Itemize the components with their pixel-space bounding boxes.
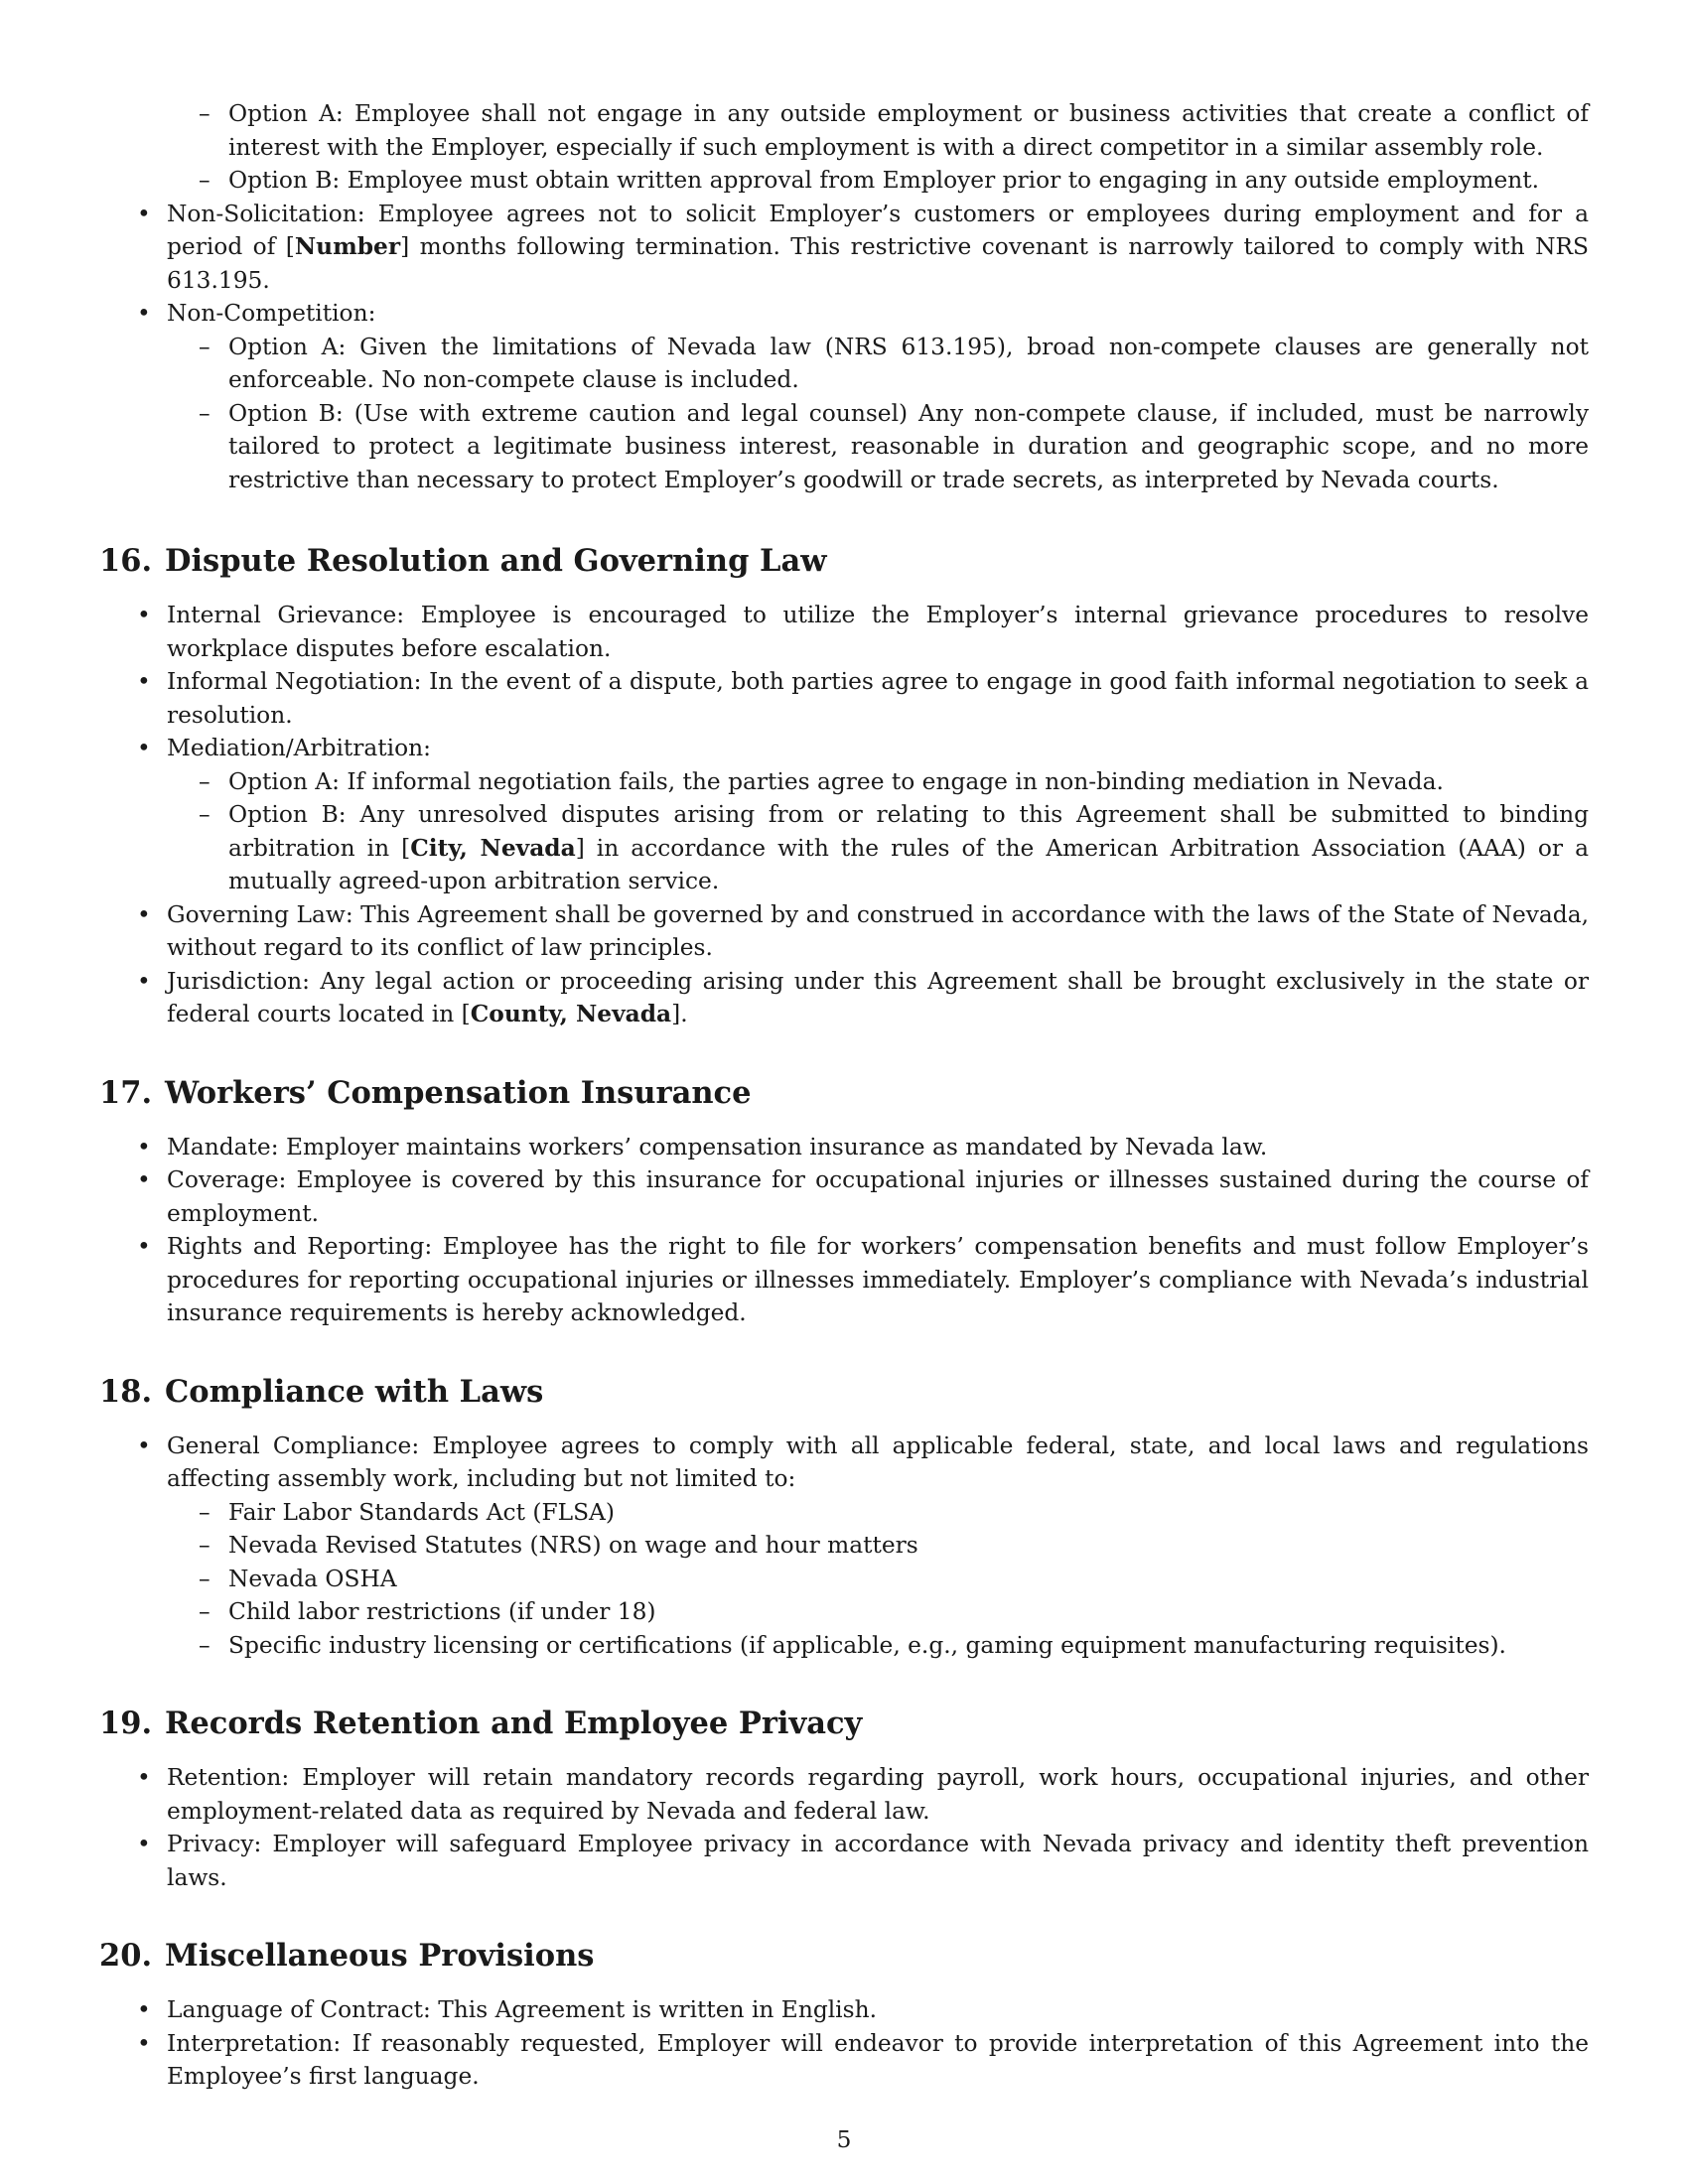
section-17-heading — [99, 1073, 1589, 1113]
mediation-options — [167, 765, 1589, 898]
section-19-heading — [99, 1704, 1589, 1743]
outside-employment-option-b: – Option B: Employee must obtain written approval from Employer prior to engaging in any outside employment. — [99, 164, 1589, 198]
retention-item: • Retention: Employer will retain mandatory records regarding payroll, work hours, occupational injuries, and other employment-related data as required by Nevada and federal law. — [99, 1761, 1589, 1828]
non-competition-label: Non-Competition: — [167, 300, 376, 327]
mandate-item: • Mandate: Employer maintains workers’ compensation insurance as mandated by Nevada law. — [99, 1131, 1589, 1164]
interpretation-item: • Interpretation: If reasonably requested, Employer will endeavor to provide interpretation of this Agreement into the Employee’s first language. — [99, 2027, 1589, 2094]
list-item: – Child labor restrictions (if under 18) — [167, 1595, 1589, 1629]
section-20-number: 20. — [99, 1938, 153, 1974]
non-competition-item — [99, 297, 1589, 496]
page-content — [99, 97, 1589, 2094]
section-19-title: Records Retention and Employee Privacy — [165, 1706, 863, 1741]
rights-reporting-item: • Rights and Reporting: Employee has the right to file for workers’ compensation benefits and must follow Employer’s procedures for reporting occupational injuries or illnesses immediately. Employer’s compliance with Nevada’s industrial insurance requirements is hereby acknowledged. — [99, 1230, 1589, 1330]
general-compliance-item — [99, 1430, 1589, 1663]
jurisdiction-item — [99, 965, 1589, 1031]
list-item: – Nevada Revised Statutes (NRS) on wage and hour matters — [167, 1529, 1589, 1563]
section-17-list — [99, 1131, 1589, 1330]
number-placeholder: Number — [294, 233, 401, 260]
section-19-number: 19. — [99, 1706, 153, 1741]
internal-grievance-item: • Internal Grievance: Employee is encouraged to utilize the Employer’s internal grievance procedures to resolve workplace disputes before escalation. — [99, 599, 1589, 665]
mediation-arbitration-label: Mediation/Arbitration: — [167, 735, 431, 761]
compliance-laws-list — [167, 1496, 1589, 1663]
coverage-item: • Coverage: Employee is covered by this insurance for occupational injuries or illnesses sustained during the course of employment. — [99, 1163, 1589, 1230]
governing-law-item: • Governing Law: This Agreement shall be governed by and construed in accordance with the laws of the State of Nevada, without regard to its conflict of law principles. — [99, 898, 1589, 965]
mediation-option-b-text: Option B: Any unresolved disputes arising from or relating to this Agreement shall be submitted to binding arbitration in [ — [228, 801, 1589, 862]
privacy-item: • Privacy: Employer will safeguard Employee privacy in accordance with Nevada privacy and identity theft prevention laws. — [99, 1828, 1589, 1894]
list-item: – Specific industry licensing or certifications (if applicable, e.g., gaming equipment manufacturing requisites). — [167, 1629, 1589, 1663]
section-16-list — [99, 599, 1589, 1031]
non-solicitation-item — [99, 198, 1589, 298]
restrictive-covenants-list — [99, 198, 1589, 497]
city-placeholder: City, Nevada — [410, 834, 576, 862]
mediation-option-b-text-end: ] in accordance with the rules of the American Arbitration Association (AAA) or a mutually agreed-upon arbitration service. — [228, 834, 1589, 894]
jurisdiction-text: Jurisdiction: Any legal action or proceeding arising under this Agreement shall be brought exclusively in the state or federal courts located in [ — [167, 967, 1589, 1027]
section-20-list — [99, 1993, 1589, 2094]
section-20-title: Miscellaneous Provisions — [165, 1938, 595, 1974]
mediation-arbitration-item — [99, 732, 1589, 898]
outside-employment-option-a: – Option A: Employee shall not engage in any outside employment or business activities that create a conflict of interest with the Employer, especially if such employment is with a direct competitor in a similar assembly role. — [99, 97, 1589, 164]
section-20-heading — [99, 1936, 1589, 1976]
language-item: • Language of Contract: This Agreement is written in English. — [99, 1993, 1589, 2027]
section-18-number: 18. — [99, 1373, 153, 1410]
non-competition-option-a: – Option A: Given the limitations of Nevada law (NRS 613.195), broad non-compete clauses are generally not enforceable. No non-compete clause is included. — [167, 331, 1589, 397]
informal-negotiation-item: • Informal Negotiation: In the event of a dispute, both parties agree to engage in good faith informal negotiation to seek a resolution. — [99, 665, 1589, 732]
section-19-list — [99, 1761, 1589, 1894]
jurisdiction-text-end: ]. — [671, 1001, 688, 1027]
list-item: – Nevada OSHA — [167, 1563, 1589, 1596]
section-16-number: 16. — [99, 543, 153, 579]
section-16-heading — [99, 541, 1589, 581]
section-16-title: Dispute Resolution and Governing Law — [165, 543, 827, 579]
section-17-number: 17. — [99, 1074, 153, 1111]
section-18-heading — [99, 1372, 1589, 1412]
county-placeholder: County, Nevada — [470, 1001, 672, 1027]
list-item: – Fair Labor Standards Act (FLSA) — [167, 1496, 1589, 1530]
section-17-title: Workers’ Compensation Insurance — [165, 1074, 752, 1111]
non-competition-options — [167, 331, 1589, 497]
non-solicitation-text-end: ] months following termination. This restrictive covenant is narrowly tailored to comply with NRS 613.195. — [167, 233, 1590, 294]
section-18-title: Compliance with Laws — [165, 1373, 544, 1410]
page-number: 5 — [836, 2126, 852, 2153]
non-competition-option-b: – Option B: (Use with extreme caution and legal counsel) Any non-compete clause, if included, must be narrowly tailored to protect a legitimate business interest, reasonable in duration and geographic scope, and no more restrictive than necessary to protect Employer’s goodwill or trade secrets, as interpreted by Nevada courts. — [167, 397, 1589, 497]
mediation-option-a: – Option A: If informal negotiation fails, the parties agree to engage in non-binding mediation in Nevada. — [167, 765, 1589, 799]
general-compliance-text: General Compliance: Employee agrees to comply with all applicable federal, state, and local laws and regulations affecting assembly work, including but not limited to: — [167, 1432, 1589, 1492]
section-18-list — [99, 1430, 1589, 1663]
outside-employment-options — [99, 97, 1589, 198]
mediation-option-b — [167, 798, 1589, 898]
non-solicitation-text: Non-Solicitation: Employee agrees not to solicit Employer’s customers or employees during employment and for a period of [ — [167, 200, 1589, 260]
